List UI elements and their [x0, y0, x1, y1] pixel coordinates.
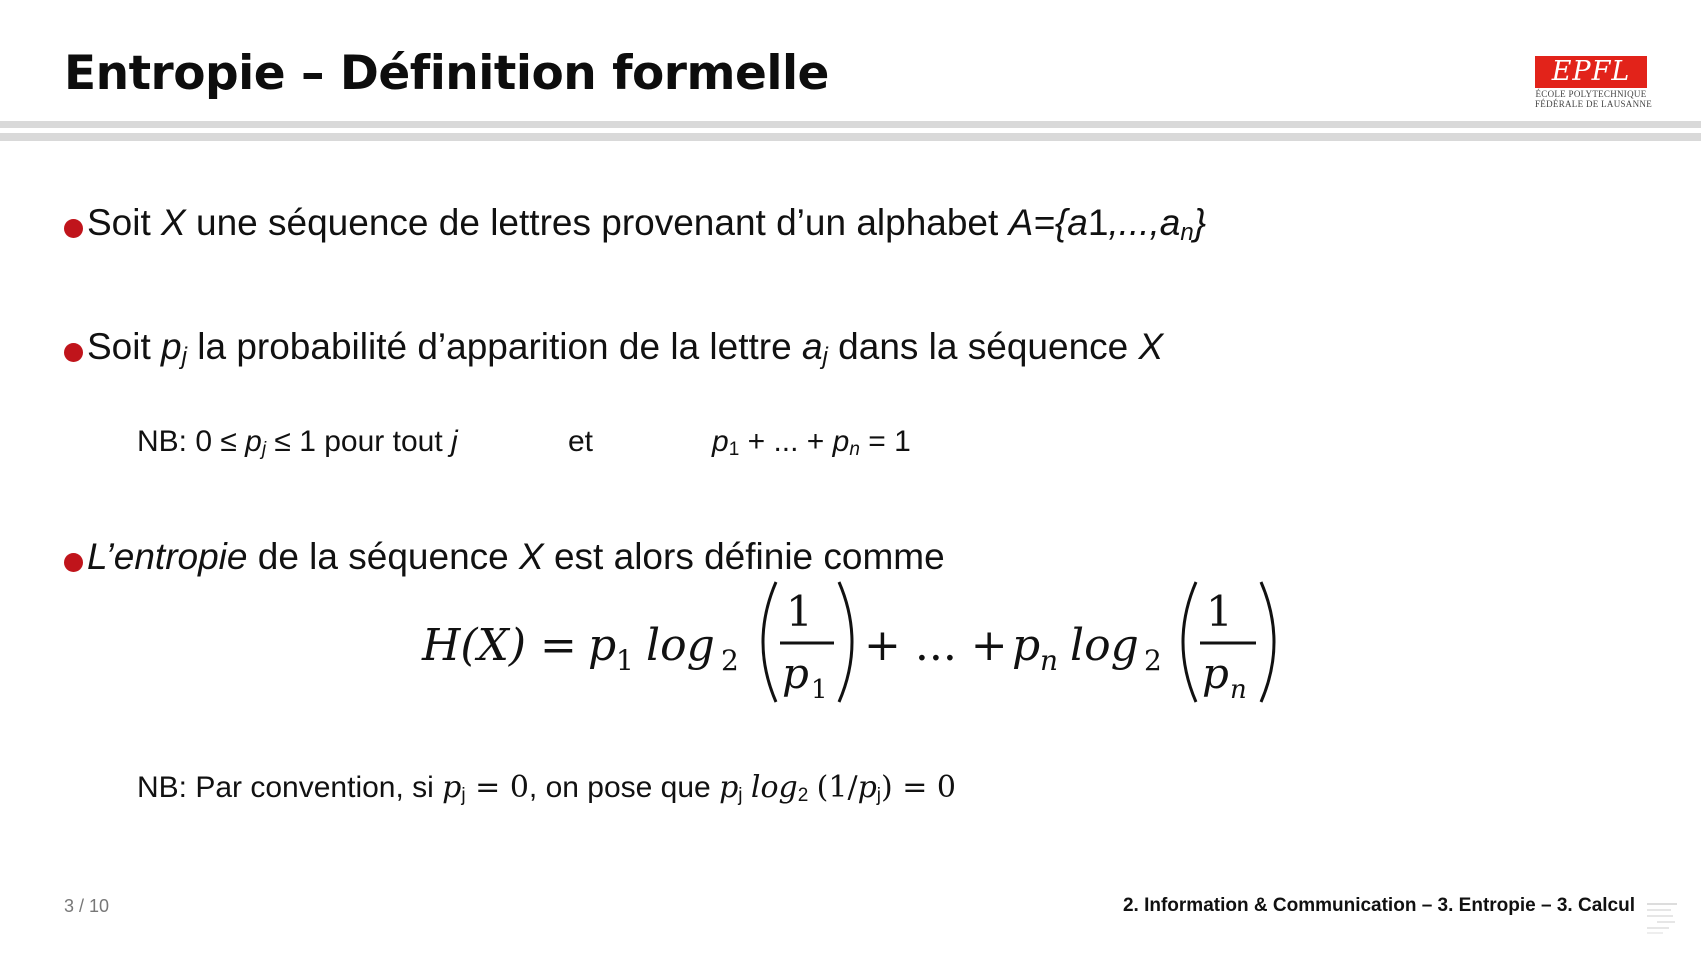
entropy-formula [420, 578, 1290, 718]
slide-title: Entropie – Définition formelle [64, 46, 829, 101]
right-paren-1 [839, 582, 852, 702]
logo-line-1: ÉCOLE POLYTECHNIQUE [1535, 89, 1647, 99]
formula-numerator-1: 1 [786, 587, 813, 636]
formula-log-1-base: 2 [721, 644, 739, 677]
bullet-alphabet: Soit X une séquence de lettres provenant d’un alphabet $A=\{a1,...,a_n\}$ [64, 201, 1206, 255]
right-paren-n [1261, 582, 1274, 702]
title-divider-lower [0, 133, 1701, 141]
formula-plus-dots: + ... + [864, 620, 1008, 671]
nb-convention: NB: Par convention, si $p_j = 0$, on pose que $p_j$ $\log_2 (1/p_j) = 0$ [137, 770, 957, 806]
page-number: 3 / 10 [64, 896, 110, 916]
formula-log-n-base: 2 [1144, 644, 1162, 677]
bullet-dot [64, 343, 83, 362]
nb-probability-bounds: NB: $0 \le p_j \le 1$ pour tout j [137, 425, 458, 460]
epfl-logo [1535, 56, 1652, 110]
logo-wordmark: EPFL [1551, 56, 1631, 87]
formula-lhs: H(X) = [422, 620, 577, 671]
formula-log-1: log [646, 620, 715, 671]
formula-numerator-n: 1 [1206, 587, 1233, 636]
formula-denominator-n: p [1202, 649, 1229, 698]
formula-pn: p [1012, 620, 1041, 671]
slide-thumbnail-icon[interactable] [1645, 900, 1679, 936]
left-paren-1 [763, 582, 776, 702]
footer-breadcrumb: 2. Information & Communication – 3. Entropie – 3. Calcul [1122, 895, 1635, 916]
formula-denominator-1-subscript: 1 [811, 675, 828, 705]
left-paren-n [1183, 582, 1196, 702]
formula-pn-subscript: n [1040, 644, 1059, 677]
bullet-dot [64, 219, 83, 238]
nb-et: et [568, 425, 594, 458]
bullet-dot [64, 553, 83, 572]
bullet-entropy-definition: L’entropie de la séquence X est alors définie comme [64, 535, 945, 579]
formula-p1: p [588, 620, 617, 671]
logo-line-2: FÉDÉRALE DE LAUSANNE [1535, 99, 1652, 109]
nb-probability-sum: $p_1$ + ... + $p_n = 1$ [712, 425, 911, 460]
title-divider [0, 121, 1701, 128]
formula-denominator-1: p [782, 649, 809, 698]
bullet-probability: Soit $p_j$ la probabilité d’apparition de la lettre $a_j$ dans la séquence X [64, 325, 1163, 379]
formula-denominator-n-subscript: n [1230, 675, 1247, 705]
formula-log-n: log [1070, 620, 1139, 671]
formula-p1-subscript: 1 [616, 644, 634, 677]
